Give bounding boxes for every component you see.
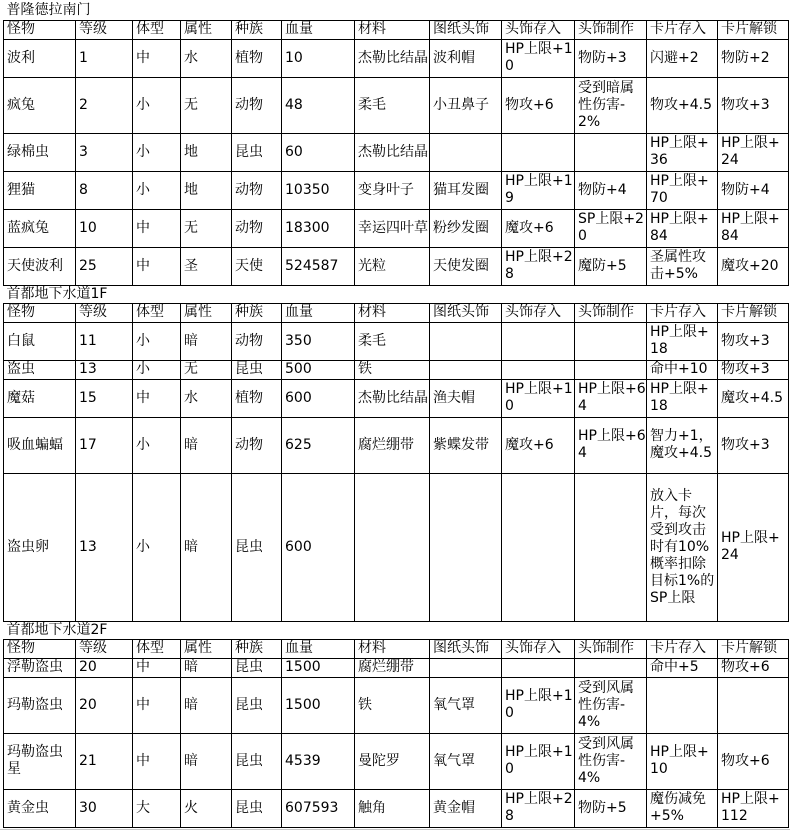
column-header[interactable]: 卡片解锁 xyxy=(718,303,789,322)
column-header[interactable]: 头饰制作 xyxy=(575,20,647,39)
header-row-sewer-1f xyxy=(4,303,789,322)
monster-table xyxy=(3,2,789,828)
table-cell[interactable]: HP上限+10 xyxy=(502,733,575,789)
table-cell[interactable]: 8 xyxy=(76,171,133,209)
section-title-row-south-gate xyxy=(4,2,789,20)
table-cell[interactable] xyxy=(502,473,575,621)
table-row xyxy=(4,171,789,209)
column-header[interactable]: 属性 xyxy=(181,303,232,322)
table-cell[interactable] xyxy=(355,473,430,621)
table-cell[interactable]: 10350 xyxy=(282,171,355,209)
table-cell[interactable]: 盗虫 xyxy=(4,360,76,379)
table-cell[interactable]: 氧气罩 xyxy=(430,677,502,733)
table-cell[interactable]: 杰勒比结晶 xyxy=(355,133,430,171)
table-cell[interactable]: 昆虫 xyxy=(232,133,282,171)
table-cell[interactable]: 中 xyxy=(133,658,181,677)
table-cell[interactable]: 杰勒比结晶 xyxy=(355,39,430,77)
table-cell[interactable] xyxy=(502,360,575,379)
table-cell[interactable]: 受到风属性伤害-4% xyxy=(575,733,647,789)
column-header[interactable]: 血量 xyxy=(282,639,355,658)
table-cell[interactable] xyxy=(502,322,575,360)
table-row xyxy=(4,733,789,789)
column-header[interactable]: 图纸头饰 xyxy=(430,303,502,322)
table-cell[interactable]: 物攻+6 xyxy=(718,733,789,789)
table-cell[interactable]: 命中+10 xyxy=(647,360,718,379)
table-cell[interactable]: 25 xyxy=(76,247,133,285)
table-cell[interactable]: 15 xyxy=(76,379,133,417)
table-cell[interactable]: 13 xyxy=(76,360,133,379)
table-cell[interactable] xyxy=(430,322,502,360)
table-cell[interactable]: HP上限+28 xyxy=(502,247,575,285)
table-cell[interactable]: HP上限+112 xyxy=(718,789,789,827)
table-cell[interactable]: 2 xyxy=(76,77,133,133)
table-cell[interactable]: HP上限+70 xyxy=(647,171,718,209)
column-header[interactable]: 怪物 xyxy=(4,639,76,658)
table-cell[interactable]: HP上限+10 xyxy=(647,733,718,789)
table-cell[interactable]: 暗 xyxy=(181,733,232,789)
column-header[interactable]: 材料 xyxy=(355,303,430,322)
table-cell[interactable]: HP上限+18 xyxy=(647,322,718,360)
table-cell[interactable]: 中 xyxy=(133,247,181,285)
table-cell[interactable] xyxy=(575,322,647,360)
header-row-south-gate xyxy=(4,20,789,39)
table-cell[interactable]: 魔攻+6 xyxy=(502,417,575,473)
table-cell[interactable]: 魔伤减免+5% xyxy=(647,789,718,827)
table-cell[interactable]: 60 xyxy=(282,133,355,171)
table-cell[interactable]: 蓝疯兔 xyxy=(4,209,76,247)
table-cell[interactable]: 小丑鼻子 xyxy=(430,77,502,133)
table-cell[interactable]: HP上限+24 xyxy=(718,473,789,621)
table-cell[interactable]: 动物 xyxy=(232,77,282,133)
section-title-row-sewer-1f xyxy=(4,285,789,303)
table-cell[interactable]: 昆虫 xyxy=(232,677,282,733)
table-cell[interactable]: 无 xyxy=(181,209,232,247)
table-cell[interactable]: 地 xyxy=(181,133,232,171)
table-cell[interactable]: 粉纱发圈 xyxy=(430,209,502,247)
table-cell[interactable]: 物防+4 xyxy=(575,171,647,209)
column-header[interactable]: 头饰存入 xyxy=(502,303,575,322)
table-cell[interactable]: 绿棉虫 xyxy=(4,133,76,171)
table-cell[interactable]: 魔攻+6 xyxy=(502,209,575,247)
table-cell[interactable]: 柔毛 xyxy=(355,322,430,360)
table-cell[interactable]: HP上限+84 xyxy=(647,209,718,247)
table-row xyxy=(4,379,789,417)
table-cell[interactable]: 物防+4 xyxy=(718,171,789,209)
table-row xyxy=(4,247,789,285)
table-cell[interactable]: 魔防+5 xyxy=(575,247,647,285)
table-cell[interactable]: 物防+2 xyxy=(718,39,789,77)
table-cell[interactable]: 物攻+6 xyxy=(718,658,789,677)
table-cell[interactable]: 小 xyxy=(133,322,181,360)
column-header[interactable]: 体型 xyxy=(133,639,181,658)
table-cell[interactable]: 物攻+3 xyxy=(718,322,789,360)
column-header[interactable]: 头饰制作 xyxy=(575,303,647,322)
table-cell[interactable]: 疯兔 xyxy=(4,77,76,133)
table-cell[interactable]: 波利帽 xyxy=(430,39,502,77)
table-cell[interactable]: 625 xyxy=(282,417,355,473)
table-cell[interactable]: 光粒 xyxy=(355,247,430,285)
table-cell[interactable]: 暗 xyxy=(181,473,232,621)
column-header[interactable]: 等级 xyxy=(76,303,133,322)
table-cell[interactable]: 物攻+4.5 xyxy=(647,77,718,133)
column-header[interactable]: 体型 xyxy=(133,303,181,322)
table-cell[interactable]: SP上限+20 xyxy=(575,209,647,247)
table-row xyxy=(4,360,789,379)
table-cell[interactable]: 铁 xyxy=(355,677,430,733)
table-cell[interactable]: 变身叶子 xyxy=(355,171,430,209)
column-header[interactable]: 头饰存入 xyxy=(502,20,575,39)
table-cell[interactable]: 中 xyxy=(133,379,181,417)
table-cell[interactable]: 600 xyxy=(282,473,355,621)
table-cell[interactable]: 动物 xyxy=(232,417,282,473)
column-header[interactable]: 种族 xyxy=(232,639,282,658)
table-cell[interactable]: HP上限+28 xyxy=(502,789,575,827)
table-row xyxy=(4,658,789,677)
column-header[interactable]: 卡片存入 xyxy=(647,303,718,322)
section-title[interactable]: 首都地下水道1F xyxy=(4,285,789,303)
table-cell[interactable]: 放入卡片，每次受到攻击时有10%概率扣除目标1%的SP上限 xyxy=(647,473,718,621)
table-cell[interactable]: 20 xyxy=(76,677,133,733)
column-header[interactable]: 种族 xyxy=(232,20,282,39)
table-cell[interactable]: 狸猫 xyxy=(4,171,76,209)
table-cell[interactable]: 紫蝶发带 xyxy=(430,417,502,473)
table-cell[interactable]: 物攻+3 xyxy=(718,360,789,379)
table-cell[interactable]: 1 xyxy=(76,39,133,77)
table-row xyxy=(4,677,789,733)
column-header[interactable]: 种族 xyxy=(232,303,282,322)
table-cell[interactable]: HP上限+24 xyxy=(718,133,789,171)
table-cell[interactable]: 猫耳发圈 xyxy=(430,171,502,209)
table-cell[interactable]: 腐烂绷带 xyxy=(355,417,430,473)
table-cell[interactable] xyxy=(718,677,789,733)
column-header[interactable]: 卡片存入 xyxy=(647,639,718,658)
table-cell[interactable]: 暗 xyxy=(181,417,232,473)
table-cell[interactable]: HP上限+64 xyxy=(575,379,647,417)
table-cell[interactable] xyxy=(575,658,647,677)
table-row xyxy=(4,39,789,77)
table-cell[interactable]: 物攻+3 xyxy=(718,77,789,133)
table-cell[interactable]: 动物 xyxy=(232,322,282,360)
table-cell[interactable]: 小 xyxy=(133,133,181,171)
table-cell[interactable]: 智力+1，魔攻+4.5 xyxy=(647,417,718,473)
table-cell[interactable]: 火 xyxy=(181,789,232,827)
table-cell[interactable]: 11 xyxy=(76,322,133,360)
table-cell[interactable]: 物攻+6 xyxy=(502,77,575,133)
table-cell[interactable]: HP上限+18 xyxy=(647,379,718,417)
table-row xyxy=(4,133,789,171)
table-cell[interactable]: 氧气罩 xyxy=(430,733,502,789)
table-cell[interactable]: 13 xyxy=(76,473,133,621)
table-cell[interactable]: 波利 xyxy=(4,39,76,77)
table-cell[interactable]: HP上限+19 xyxy=(502,171,575,209)
column-header[interactable]: 等级 xyxy=(76,20,133,39)
table-cell[interactable]: 1500 xyxy=(282,677,355,733)
table-cell[interactable]: HP上限+64 xyxy=(575,417,647,473)
table-cell[interactable]: 黄金虫 xyxy=(4,789,76,827)
column-header[interactable]: 属性 xyxy=(181,639,232,658)
table-cell[interactable]: 魔菇 xyxy=(4,379,76,417)
table-cell[interactable]: 昆虫 xyxy=(232,360,282,379)
table-cell[interactable]: HP上限+36 xyxy=(647,133,718,171)
table-cell[interactable]: 天使波利 xyxy=(4,247,76,285)
table-cell[interactable] xyxy=(430,133,502,171)
table-cell[interactable]: 10 xyxy=(282,39,355,77)
table-cell[interactable]: 天使发圈 xyxy=(430,247,502,285)
column-header[interactable]: 材料 xyxy=(355,20,430,39)
table-cell[interactable]: 幸运四叶草 xyxy=(355,209,430,247)
table-cell[interactable]: 物防+3 xyxy=(575,39,647,77)
table-cell[interactable]: 黄金帽 xyxy=(430,789,502,827)
table-cell[interactable]: 水 xyxy=(181,39,232,77)
table-cell[interactable]: 受到风属性伤害-4% xyxy=(575,677,647,733)
table-cell[interactable]: 暗 xyxy=(181,322,232,360)
table-cell[interactable]: 受到暗属性伤害-2% xyxy=(575,77,647,133)
table-cell[interactable]: 10 xyxy=(76,209,133,247)
column-header[interactable]: 等级 xyxy=(76,639,133,658)
table-cell[interactable] xyxy=(502,133,575,171)
table-cell[interactable]: 昆虫 xyxy=(232,473,282,621)
table-cell[interactable]: 水 xyxy=(181,379,232,417)
table-cell[interactable]: 18300 xyxy=(282,209,355,247)
table-cell[interactable]: 渔夫帽 xyxy=(430,379,502,417)
table-row xyxy=(4,322,789,360)
table-cell[interactable]: 中 xyxy=(133,209,181,247)
table-cell[interactable]: 中 xyxy=(133,733,181,789)
table-cell[interactable]: 曼陀罗 xyxy=(355,733,430,789)
column-header[interactable]: 怪物 xyxy=(4,20,76,39)
table-cell[interactable]: 500 xyxy=(282,360,355,379)
table-cell[interactable]: 小 xyxy=(133,473,181,621)
table-cell[interactable]: 小 xyxy=(133,171,181,209)
table-cell[interactable]: 暗 xyxy=(181,677,232,733)
table-cell[interactable] xyxy=(647,677,718,733)
column-header[interactable]: 图纸头饰 xyxy=(430,639,502,658)
table-cell[interactable]: 3 xyxy=(76,133,133,171)
table-cell[interactable]: 铁 xyxy=(355,360,430,379)
table-cell[interactable]: 动物 xyxy=(232,209,282,247)
section-title[interactable]: 首都地下水道2F xyxy=(4,621,789,639)
table-cell[interactable]: 昆虫 xyxy=(232,733,282,789)
column-header[interactable]: 头饰制作 xyxy=(575,639,647,658)
table-cell[interactable]: 小 xyxy=(133,77,181,133)
table-cell[interactable]: 17 xyxy=(76,417,133,473)
table-cell[interactable]: 盗虫卵 xyxy=(4,473,76,621)
table-cell[interactable]: 闪避+2 xyxy=(647,39,718,77)
column-header[interactable]: 材料 xyxy=(355,639,430,658)
table-cell[interactable]: 物防+5 xyxy=(575,789,647,827)
column-header[interactable]: 头饰存入 xyxy=(502,639,575,658)
table-cell[interactable]: 物攻+3 xyxy=(718,417,789,473)
section-title-row-sewer-2f xyxy=(4,621,789,639)
column-header[interactable]: 卡片存入 xyxy=(647,20,718,39)
table-row xyxy=(4,789,789,827)
table-cell[interactable]: 昆虫 xyxy=(232,789,282,827)
table-row xyxy=(4,417,789,473)
table-cell[interactable] xyxy=(502,658,575,677)
table-cell[interactable]: 小 xyxy=(133,360,181,379)
table-cell[interactable]: 天使 xyxy=(232,247,282,285)
table-cell[interactable]: 玛勒盗虫星 xyxy=(4,733,76,789)
table-cell[interactable]: 玛勒盗虫 xyxy=(4,677,76,733)
table-cell[interactable]: 48 xyxy=(282,77,355,133)
table-cell[interactable]: 1500 xyxy=(282,658,355,677)
table-row xyxy=(4,473,789,621)
table-cell[interactable]: 魔攻+4.5 xyxy=(718,379,789,417)
column-header[interactable]: 体型 xyxy=(133,20,181,39)
table-cell[interactable]: 触角 xyxy=(355,789,430,827)
table-cell[interactable]: 腐烂绷带 xyxy=(355,658,430,677)
table-cell[interactable] xyxy=(430,658,502,677)
table-cell[interactable]: 大 xyxy=(133,789,181,827)
table-cell[interactable]: 350 xyxy=(282,322,355,360)
table-cell[interactable]: 21 xyxy=(76,733,133,789)
table-cell[interactable]: HP上限+84 xyxy=(718,209,789,247)
table-cell[interactable]: 600 xyxy=(282,379,355,417)
section-title[interactable]: 普隆德拉南门 xyxy=(4,2,789,20)
table-cell[interactable]: 杰勒比结晶 xyxy=(355,379,430,417)
table-cell[interactable]: 524587 xyxy=(282,247,355,285)
table-cell[interactable]: 浮勒盗虫 xyxy=(4,658,76,677)
column-header[interactable]: 卡片解锁 xyxy=(718,20,789,39)
table-cell[interactable] xyxy=(430,473,502,621)
table-cell[interactable]: 魔攻+20 xyxy=(718,247,789,285)
table-cell[interactable]: 4539 xyxy=(282,733,355,789)
table-cell[interactable]: 命中+5 xyxy=(647,658,718,677)
column-header[interactable]: 卡片解锁 xyxy=(718,639,789,658)
table-cell[interactable] xyxy=(575,360,647,379)
table-cell[interactable]: 无 xyxy=(181,77,232,133)
table-cell[interactable]: 中 xyxy=(133,677,181,733)
table-cell[interactable]: 柔毛 xyxy=(355,77,430,133)
table-cell[interactable]: 吸血蝙蝠 xyxy=(4,417,76,473)
table-cell[interactable]: 暗 xyxy=(181,658,232,677)
table-cell[interactable]: 圣属性攻击+5% xyxy=(647,247,718,285)
table-cell[interactable] xyxy=(575,133,647,171)
table-cell[interactable] xyxy=(430,360,502,379)
table-cell[interactable]: 30 xyxy=(76,789,133,827)
table-cell[interactable]: 20 xyxy=(76,658,133,677)
table-cell[interactable]: HP上限+10 xyxy=(502,379,575,417)
table-cell[interactable]: 无 xyxy=(181,360,232,379)
table-cell[interactable]: 动物 xyxy=(232,171,282,209)
table-cell[interactable]: 植物 xyxy=(232,379,282,417)
header-row-sewer-2f xyxy=(4,639,789,658)
column-header[interactable]: 血量 xyxy=(282,20,355,39)
table-cell[interactable]: HP上限+10 xyxy=(502,39,575,77)
table-cell[interactable]: 中 xyxy=(133,39,181,77)
table-cell[interactable]: 植物 xyxy=(232,39,282,77)
column-header[interactable]: 图纸头饰 xyxy=(430,20,502,39)
table-cell[interactable]: 607593 xyxy=(282,789,355,827)
table-cell[interactable]: 地 xyxy=(181,171,232,209)
table-cell[interactable] xyxy=(575,473,647,621)
column-header[interactable]: 血量 xyxy=(282,303,355,322)
table-row xyxy=(4,209,789,247)
table-cell[interactable]: 小 xyxy=(133,417,181,473)
column-header[interactable]: 属性 xyxy=(181,20,232,39)
table-cell[interactable]: 圣 xyxy=(181,247,232,285)
table-row xyxy=(4,77,789,133)
table-cell[interactable]: HP上限+10 xyxy=(502,677,575,733)
table-cell[interactable]: 白鼠 xyxy=(4,322,76,360)
table-cell[interactable]: 昆虫 xyxy=(232,658,282,677)
column-header[interactable]: 怪物 xyxy=(4,303,76,322)
